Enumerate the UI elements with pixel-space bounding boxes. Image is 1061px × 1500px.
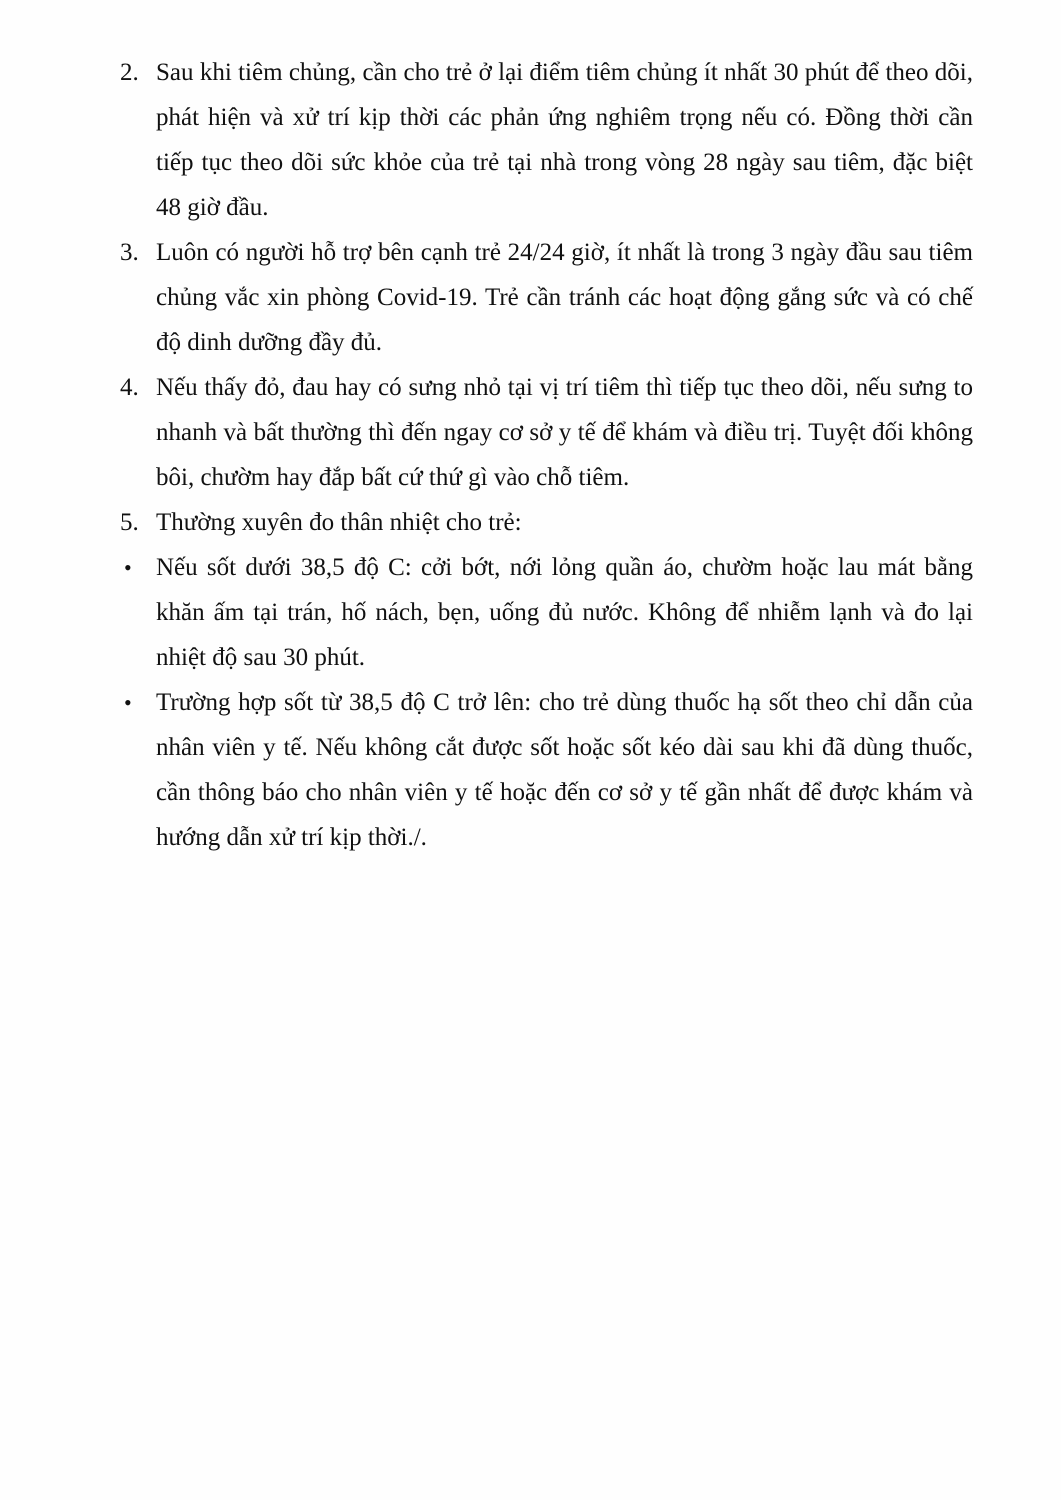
list-item-2-number: 2. [120,59,139,86]
bullet-item-2 [120,680,973,860]
list-item-5-number: 5. [120,509,139,536]
bullet-icon: • [124,555,132,580]
list-item-2-text: Sau khi tiêm chủng, cần cho trẻ ở lại điểm tiêm chủng ít nhất 30 phút để theo dõi, phát hiện và xử trí kịp thời các phản ứng nghiêm trọng nếu có. Đồng thời cần tiếp tục theo dõi sức khỏe của trẻ tại nhà trong vòng 28 ngày sau tiêm, đặc biệt 48 giờ đầu. [156,59,973,221]
list-item-4-number: 4. [120,374,139,401]
bullet-icon: • [124,690,132,715]
list-item-4 [120,365,973,500]
list-item-5 [120,500,973,545]
document-body [120,50,973,860]
list-item-4-text: Nếu thấy đỏ, đau hay có sưng nhỏ tại vị trí tiêm thì tiếp tục theo dõi, nếu sưng to nhanh và bất thường thì đến ngay cơ sở y tế để khám và điều trị. Tuyệt đối không bôi, chườm hay đắp bất cứ thứ gì vào chỗ tiêm. [156,374,973,491]
list-item-3-number: 3. [120,239,139,266]
list-item-3 [120,230,973,365]
bullet-item-1 [120,545,973,680]
bullet-item-2-text: Trường hợp sốt từ 38,5 độ C trở lên: cho trẻ dùng thuốc hạ sốt theo chỉ dẫn của nhân viên y tế. Nếu không cắt được sốt hoặc sốt kéo dài sau khi đã dùng thuốc, cần thông báo cho nhân viên y tế hoặc đến cơ sở y tế gần nhất để được khám và hướng dẫn xử trí kịp thời./. [156,689,973,851]
list-item-2 [120,50,973,230]
list-item-5-text: Thường xuyên đo thân nhiệt cho trẻ: [156,509,522,536]
bullet-item-1-text: Nếu sốt dưới 38,5 độ C: cởi bớt, nới lỏng quần áo, chườm hoặc lau mát bằng khăn ấm tại trán, hố nách, bẹn, uống đủ nước. Không để nhiễm lạnh và đo lại nhiệt độ sau 30 phút. [156,554,973,671]
list-item-3-text: Luôn có người hỗ trợ bên cạnh trẻ 24/24 giờ, ít nhất là trong 3 ngày đầu sau tiêm chủng vắc xin phòng Covid-19. Trẻ cần tránh các hoạt động gắng sức và có chế độ dinh dưỡng đầy đủ. [156,239,973,356]
